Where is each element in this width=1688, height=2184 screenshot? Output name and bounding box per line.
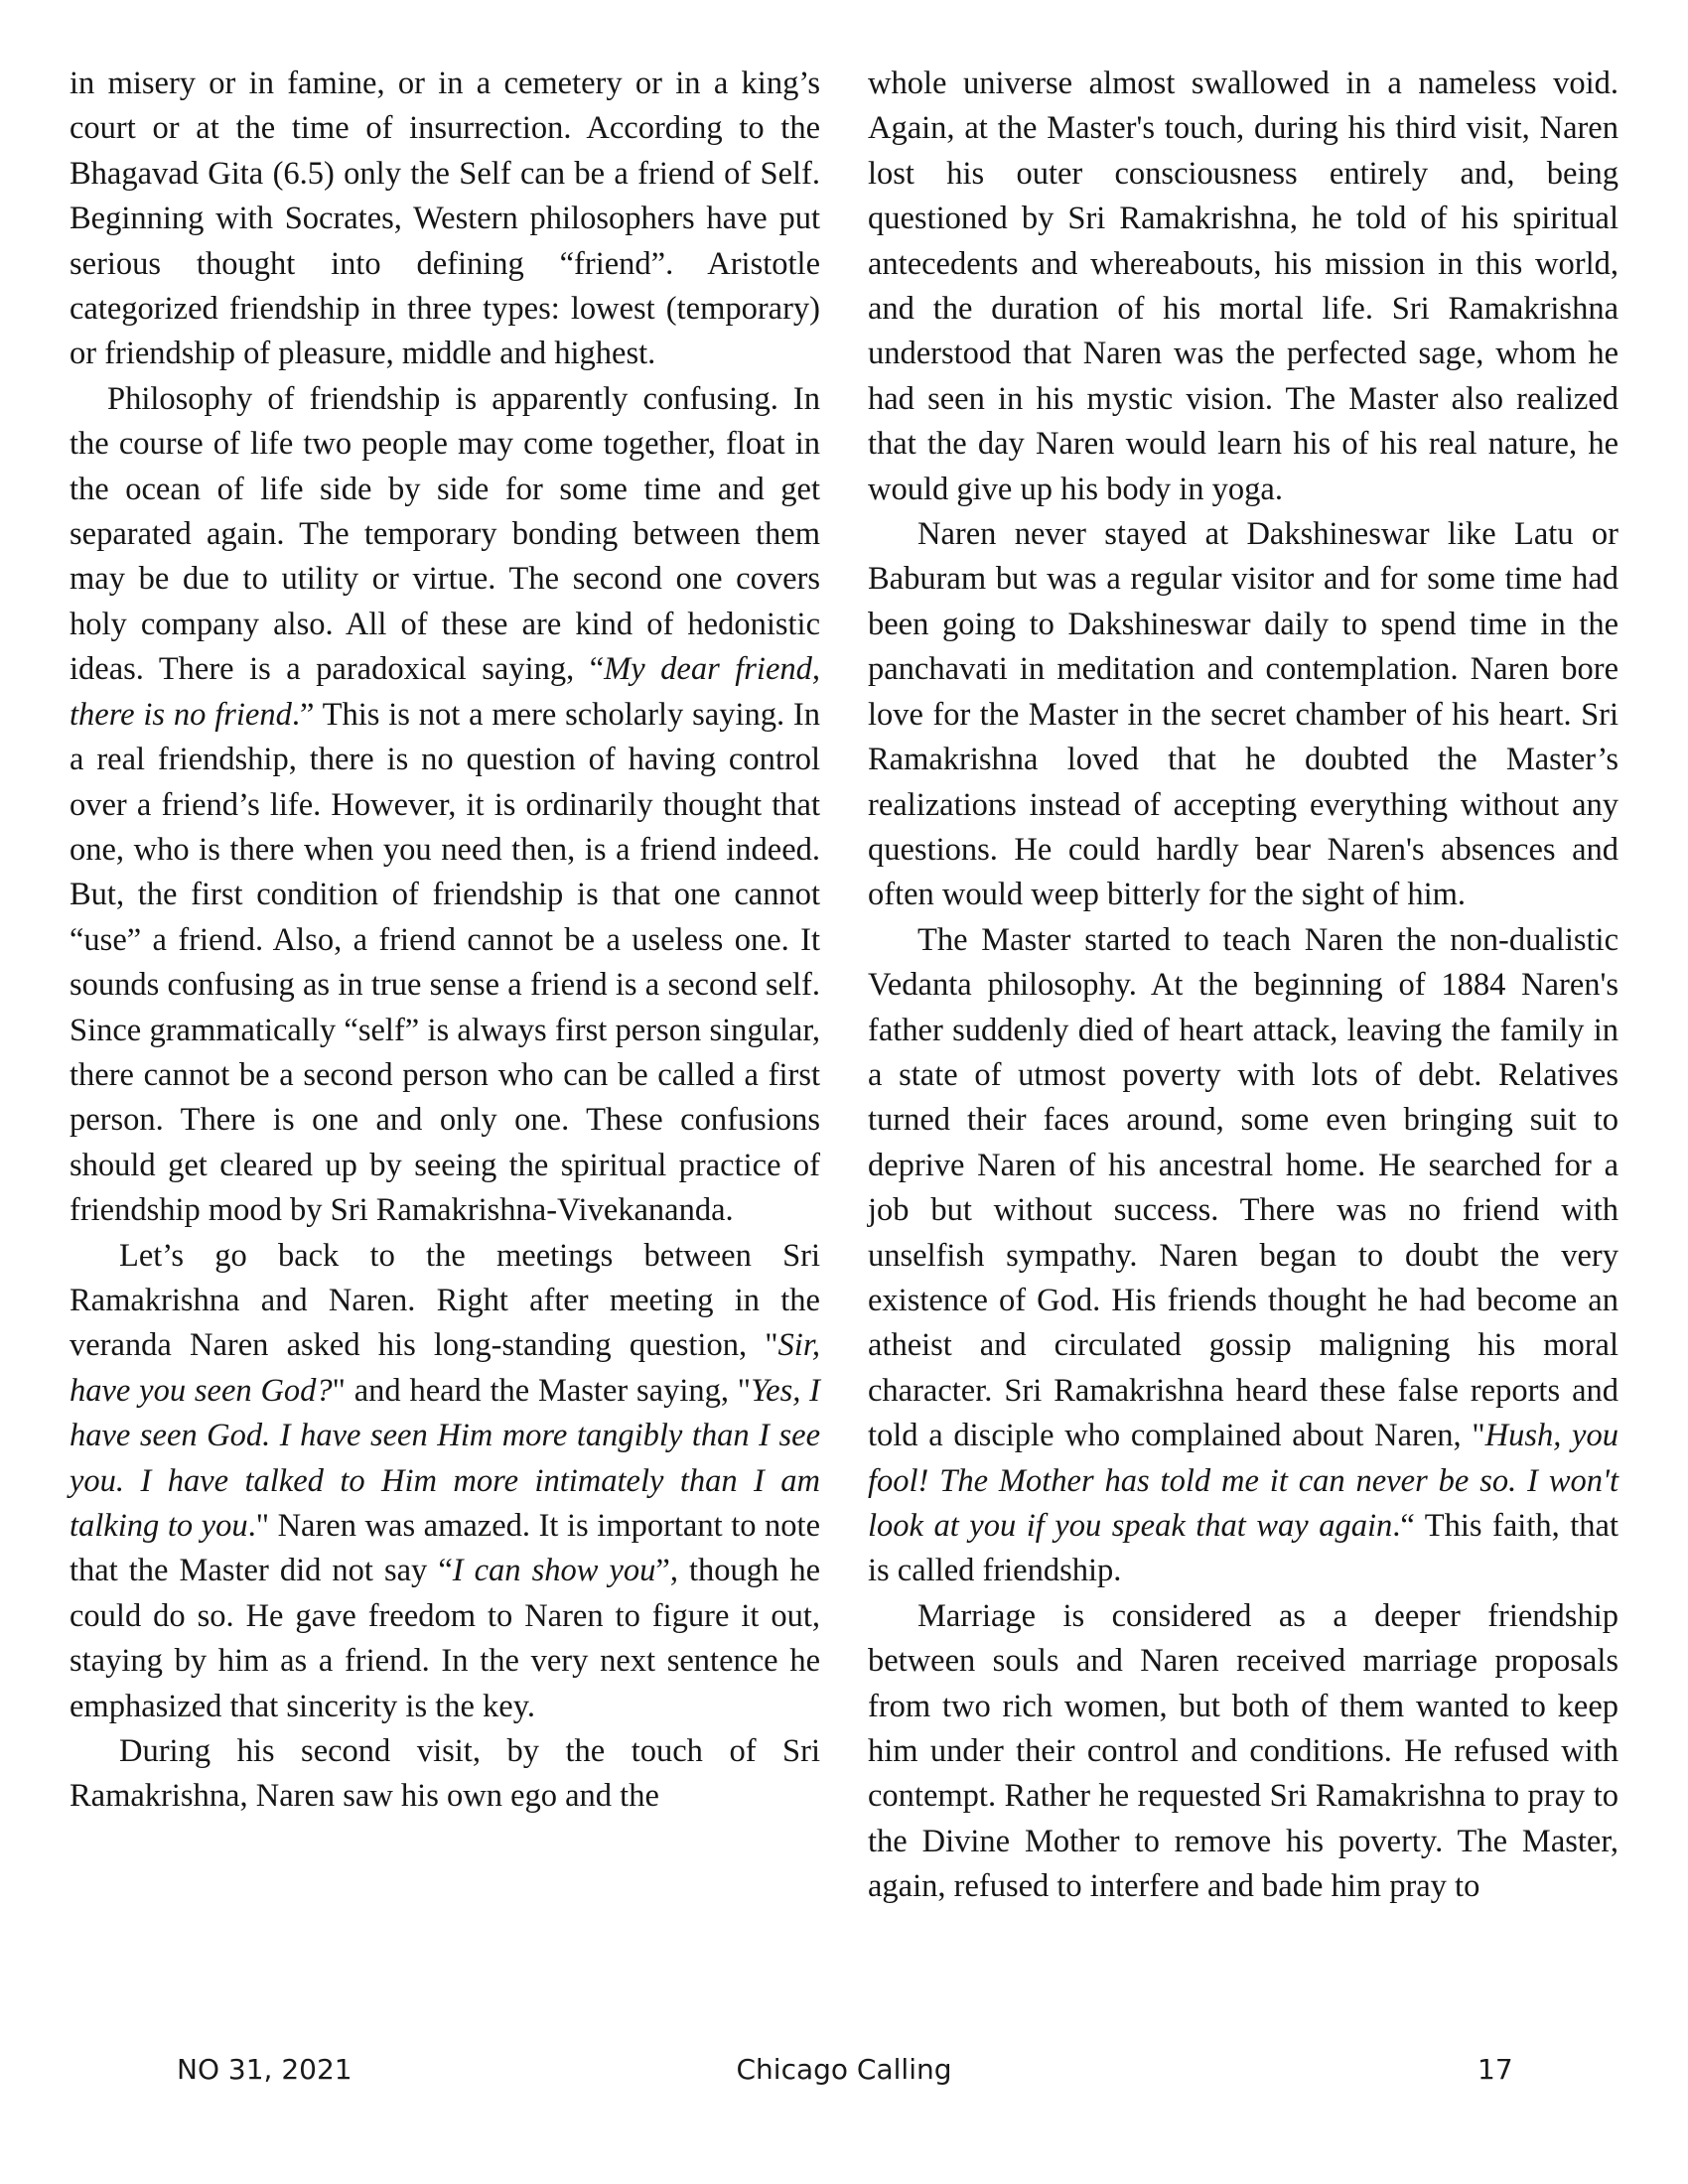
paragraph: in misery or in famine, or in a cemetery or in a king’s court or at the time of insurrection. According to the Bhagavad Gita (6.5) only the Self can be a friend of Self. Beginning with Socrates, Western philosophers have put serious thought into defining “friend”. Aristotle categorized friendship in three types: lowest (temporary) or friendship of pleasure, middle and highest. [70, 66, 820, 372]
italic-quote: Hush, you fool! The Mother has told me it can never be so. I won't look at you if you speak that way again [868, 1418, 1618, 1544]
text-run: The Master started to teach Naren the non-dualistic Vedanta philosophy. At the beginning of 1884 Naren's father suddenly died of heart attack, leaving the family in a state of utmost poverty with lots of debt. Relatives turned their faces around, some even bringing suit to deprive Naren of his ancestral home. He searched for a job but without success. There was no friend with unselfish sympathy. Naren began to doubt the very existence of God. His friends thought he had become an atheist and circulated gossip maligning his moral character. Sri Ramakrishna heard these false reports and told a disciple who complained about Naren, " [868, 921, 1618, 1454]
text-run: .” This is not a mere scholarly saying. In a real friendship, there is no question of having control over a friend’s life. However, it is ordinarily thought that one, who is there when you need then, is a friend indeed. But, the first condition of friendship is that one cannot “use” a friend. Also, a friend cannot be a useless one. It sounds confusing as in true sense a friend is a second self. Since grammatically “self” is always first person singular, there cannot be a second person who can be called a first person. There is one and only one. These confusions should get cleared up by seeing the spiritual practice of friendship mood by Sri Ramakrishna-Vivekananda. [70, 696, 820, 1229]
text-run: ”, though he could do so. He gave freedom to Naren to figure it out, staying by him as a friend. In the very next sentence he emphasized that sincerity is the key. [70, 1553, 820, 1724]
right-column [868, 62, 1618, 1910]
text-run: ." Naren was amazed. It is important to note that the Master did not say “ [70, 1508, 821, 1589]
footer-page-number: 17 [1477, 2053, 1513, 2086]
text-run: .“ This faith, that is called friendship. [868, 1508, 1618, 1589]
footer-publication: Chicago Calling [736, 2053, 952, 2086]
paragraph: During his second visit, by the touch of Sri Ramakrishna, Naren saw his own ego and the [70, 1733, 820, 1815]
paragraph: Naren never stayed at Dakshineswar like Latu or Baburam but was a regular visitor and for some time had been going to Dakshineswar daily to spend time in the panchavati in meditation and contemplation. Naren bore love for the Master in the secret chamber of his heart. Sri Ramakrishna loved that he doubted the Master’s realizations instead of accepting everything without any questions. He could hardly bear Naren's absences and often would weep bitterly for the sight of him. [868, 516, 1618, 913]
footer-issue: NO 31, 2021 [177, 2053, 352, 2086]
italic-quote: My dear friend, there is no friend [70, 651, 820, 733]
left-column [70, 62, 820, 1820]
paragraph [70, 1234, 820, 1729]
italic-quote: Sir, have you seen God? [70, 1327, 820, 1409]
italic-quote: Yes, I have seen God. I have seen Him more tangibly than I see you. I have talked to Him more intimately than I am talking to you [70, 1372, 820, 1544]
paragraph: Marriage is considered as a deeper friendship between souls and Naren received marriage proposals from two rich women, but both of them wanted to keep him under their control and conditions. He refused with contempt. Rather he requested Sri Ramakrishna to pray to the Divine Mother to remove his poverty. The Master, again, refused to interfere and bade him pray to [868, 1597, 1618, 1905]
text-run: " and heard the Master saying, " [332, 1372, 752, 1409]
paragraph [868, 918, 1618, 1594]
text-run: Philosophy of friendship is apparently confusing. In the course of life two people may come together, float in the ocean of life side by side for some time and get separated again. The temporary bonding between them may be due to utility or virtue. The second one covers holy company also. All of these are kind of hedonistic ideas. There is a paradoxical saying, “ [70, 380, 820, 688]
text-run: Let’s go back to the meetings between Sri Ramakrishna and Naren. Right after meeting in the veranda Naren asked his long-standing question, " [70, 1237, 820, 1364]
paragraph: whole universe almost swallowed in a nameless void. Again, at the Master's touch, during his third visit, Naren lost his outer consciousness entirely and, being questioned by Sri Ramakrishna, he told of his spiritual antecedents and whereabouts, his mission in this world, and the duration of his mortal life. Sri Ramakrishna understood that Naren was the perfected sage, whom he had seen in his mystic vision. The Master also realized that the day Naren would learn his of his real nature, he would give up his body in yoga. [868, 66, 1618, 507]
paragraph [70, 377, 820, 1234]
italic-quote: I can show you [452, 1553, 656, 1589]
